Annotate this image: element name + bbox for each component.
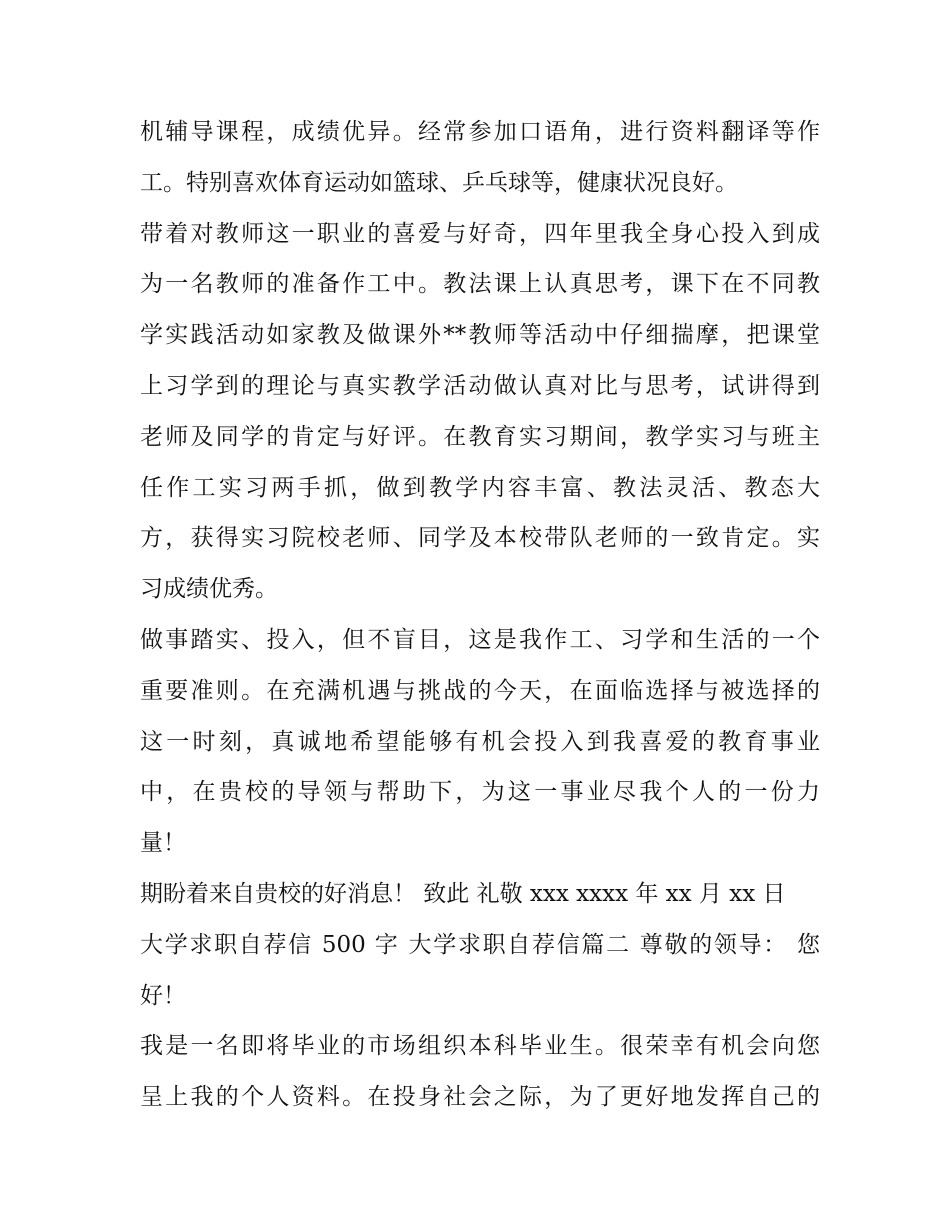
text-line: 学实践活动如家教及做课外**教师等活动中仔细揣摩，把课堂 [140, 322, 820, 349]
text-line: 中，在贵校的导领与帮助下，为这一事业尽我个人的一份力 [140, 779, 820, 806]
text-line: 上习学到的理论与真实教学活动做认真对比与思考，试讲得到 [140, 372, 820, 399]
text-line: 为一名教师的准备作工中。教法课上认真思考，课下在不同教 [140, 271, 820, 298]
text-line: 呈上我的个人资料。在投身社会之际，为了更好地发挥自己的 [140, 1084, 820, 1111]
text-line: 量！ [140, 830, 186, 857]
text-line: 好！ [140, 982, 186, 1009]
text-line: 做事踏实、投入，但不盲目，这是我作工、习学和生活的一个 [140, 626, 820, 653]
text-line: 机辅导课程，成绩优异。经常参加口语角，进行资料翻译等作 [140, 119, 820, 145]
text-line: 方，获得实习院校老师、同学及本校带队老师的一致肯定。实 [140, 525, 820, 552]
text-line: 任作工实习两手抓，做到教学内容丰富、教法灵活、教态大 [140, 474, 820, 501]
text-line: 大学求职自荐信 500 字 大学求职自荐信篇二 尊敬的领导： 您 [140, 931, 820, 958]
letter-body [140, 107, 820, 1123]
text-line: 我是一名即将毕业的市场组织本科毕业生。很荣幸有机会向您 [140, 1033, 820, 1060]
text-line: 这一时刻，真诚地希望能够有机会投入到我喜爱的教育事业 [140, 728, 820, 755]
text-line: 期盼着来自贵校的好消息！ 致此 礼敬 xxx xxxx 年 xx 月 xx 日 [140, 880, 786, 907]
text-line: 重要准则。在充满机遇与挑战的今天，在面临选择与被选择的 [140, 677, 820, 704]
text-line: 习成绩优秀。 [140, 576, 278, 603]
text-line: 带着对教师这一职业的喜爱与好奇，四年里我全身心投入到成 [140, 220, 820, 247]
text-line: 老师及同学的肯定与好评。在教育实习期间，教学实习与班主 [140, 423, 820, 450]
text-line: 工。特别喜欢体育运动如篮球、乒乓球等，健康状况良好。 [140, 169, 738, 196]
